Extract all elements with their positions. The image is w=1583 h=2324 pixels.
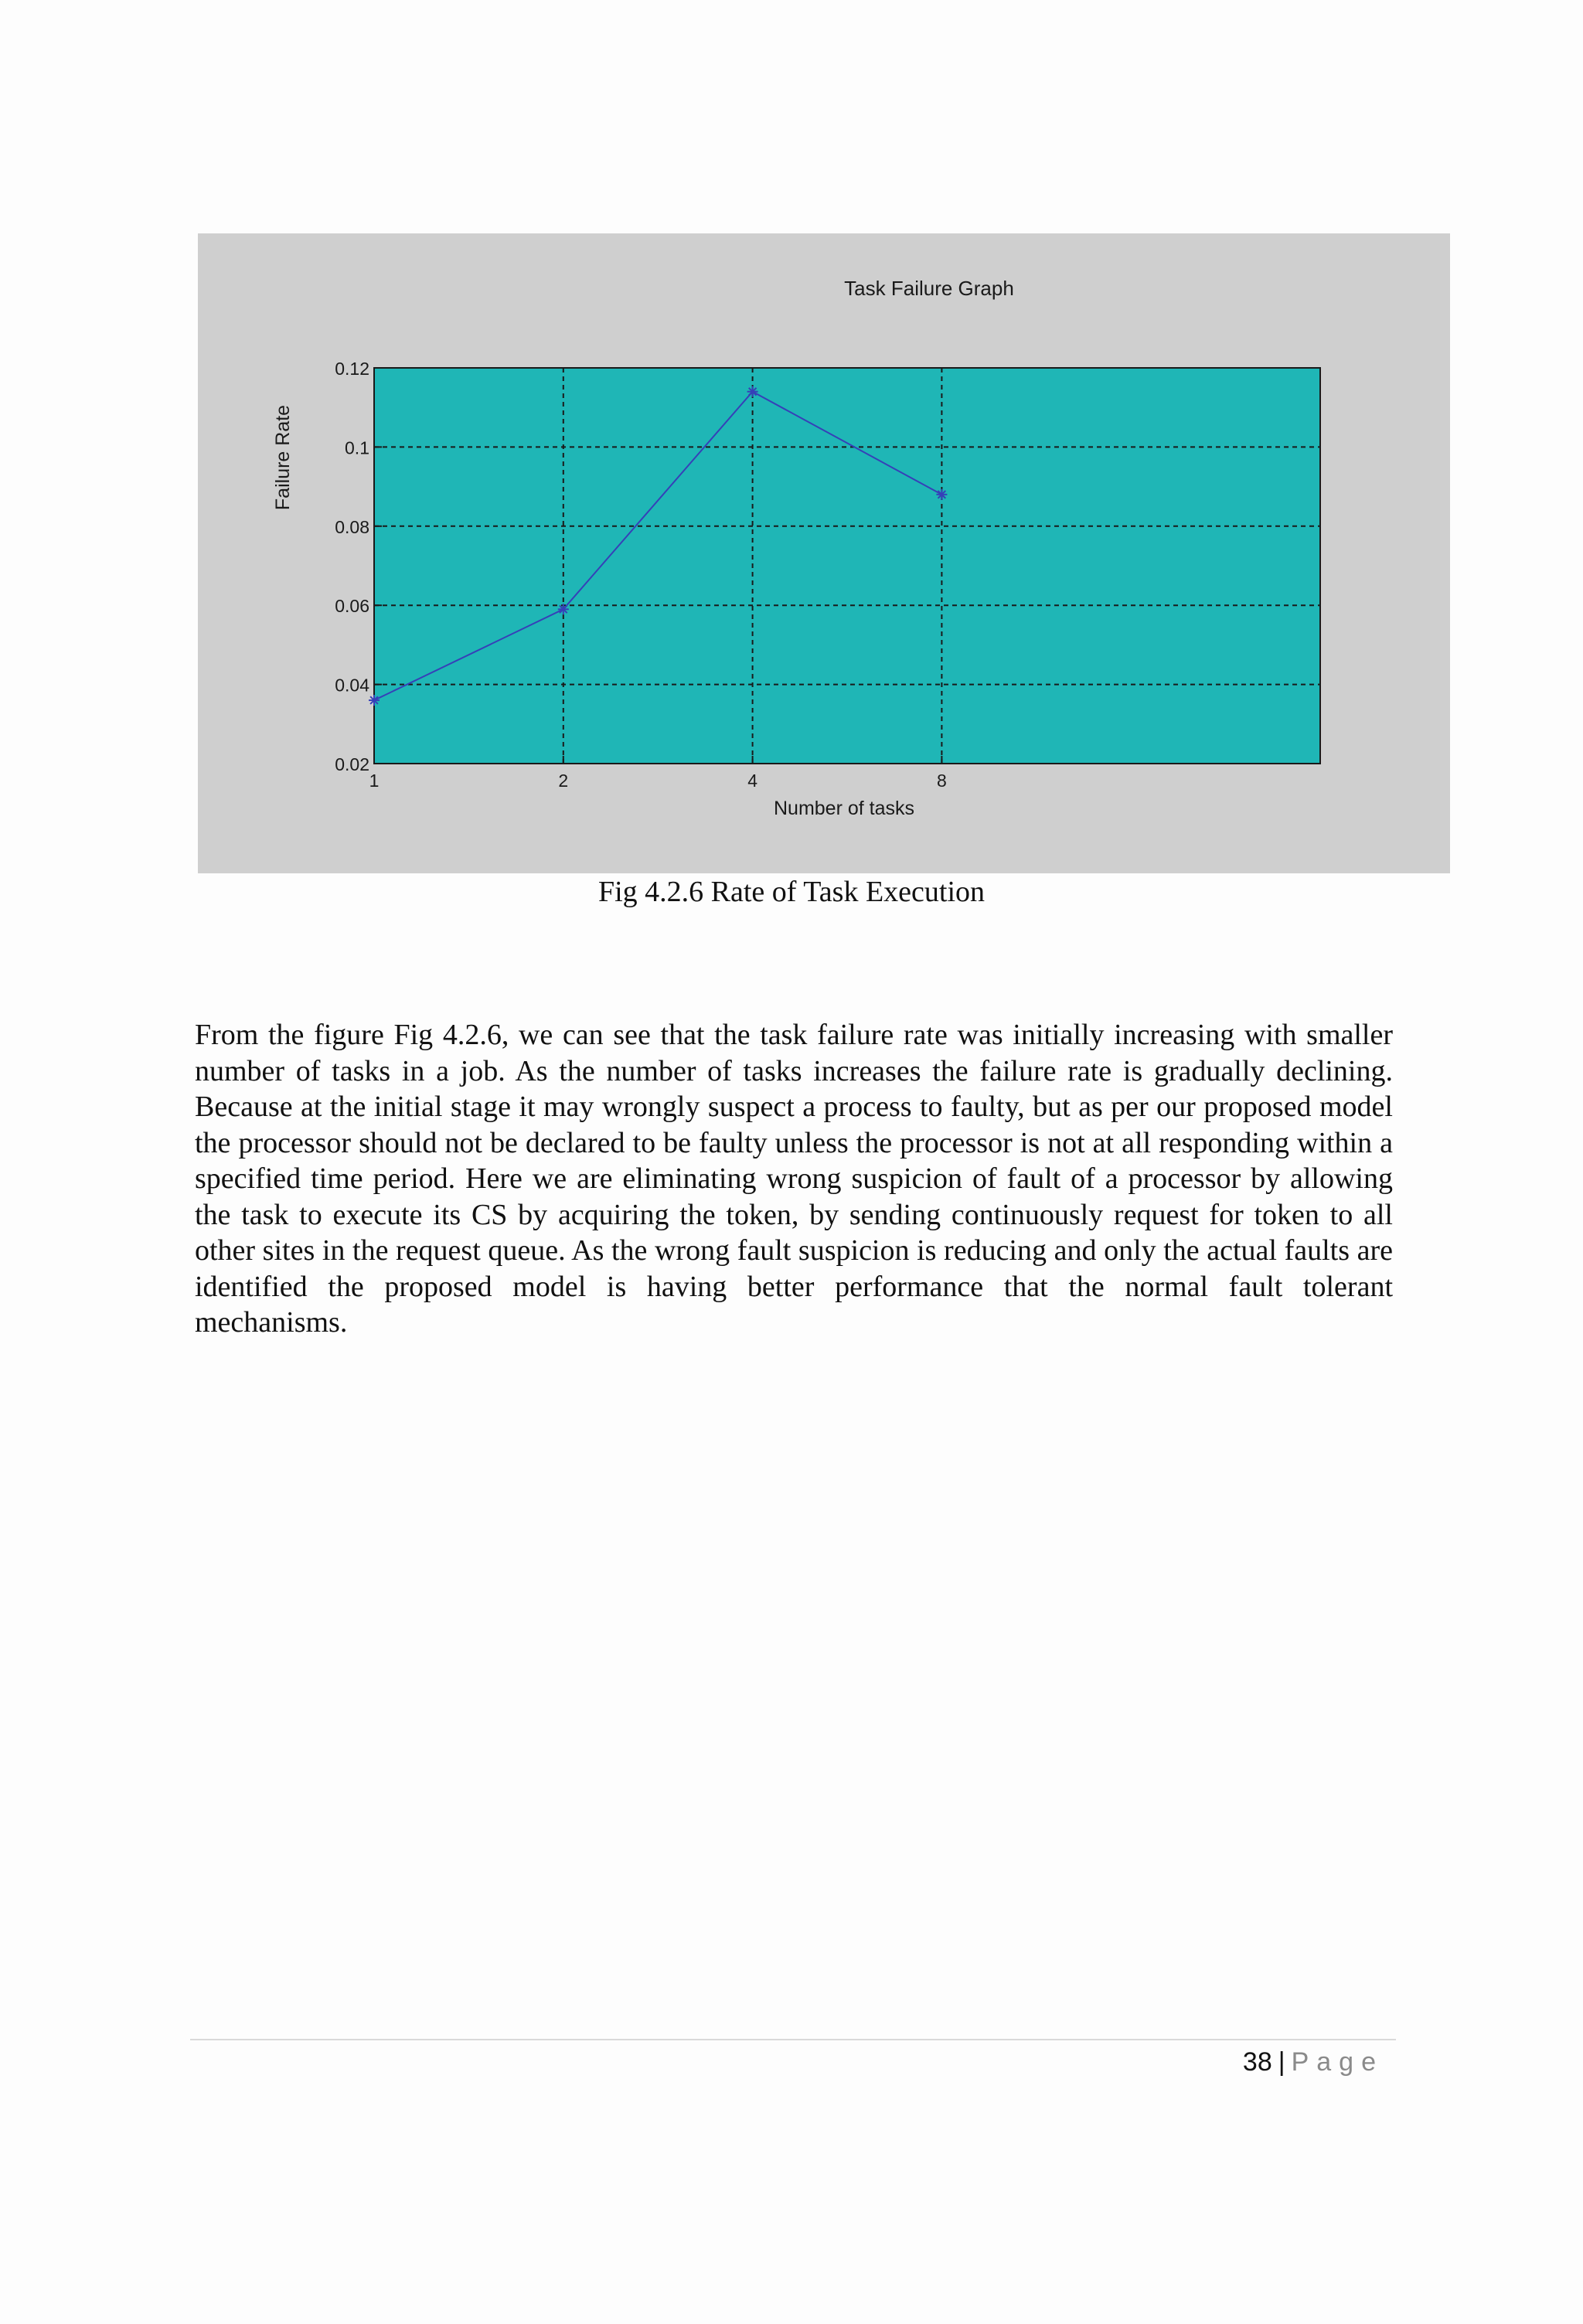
chart-title: Task Failure Graph <box>844 277 1014 300</box>
page-footer <box>1243 2043 1384 2081</box>
x-tick-label: 2 <box>558 771 569 791</box>
figure-caption: Fig 4.2.6 Rate of Task Execution <box>597 876 986 908</box>
y-tick-label: 0.06 <box>335 596 369 617</box>
page-label: Page <box>1291 2047 1384 2077</box>
y-tick-label: 0.02 <box>335 754 369 774</box>
y-tick-label: 0.08 <box>335 516 369 537</box>
x-tick-label: 8 <box>937 771 947 791</box>
page-separator: | <box>1278 2047 1285 2077</box>
y-tick-label: 0.04 <box>335 675 369 696</box>
y-axis-label: Failure Rate <box>272 404 294 511</box>
body-paragraph: From the figure Fig 4.2.6, we can see that the task failure rate was initially increasing with smaller number of tasks in a job. As the number of tasks increases the failure rate is gradually declining. Because at the initial stage it may wrongly suspect a process to faulty, but as per our proposed model the processor should not be declared to be faulty unless the processor is not at all responding within a specified time period. Here we are eliminating wrong suspicion of fault of a processor by allowing the task to execute its CS by acquiring the token, by sending continuously request for token to all other sites in the request queue. As the wrong fault suspicion is reducing and only the actual faults are identified the proposed model is having better performance that the normal fault tolerant mechanisms. <box>195 1019 1393 1339</box>
y-tick-label: 0.1 <box>345 437 369 458</box>
x-tick-label: 1 <box>369 771 380 791</box>
x-axis-label: Number of tasks <box>773 798 915 819</box>
figure-panel <box>198 233 1450 873</box>
task-failure-chart <box>198 233 1450 873</box>
x-tick-label: 4 <box>747 771 757 791</box>
footer-rule <box>190 2039 1396 2040</box>
y-tick-label: 0.12 <box>335 359 369 379</box>
page-number: 38 <box>1242 2047 1272 2077</box>
plot-area <box>374 368 1320 764</box>
